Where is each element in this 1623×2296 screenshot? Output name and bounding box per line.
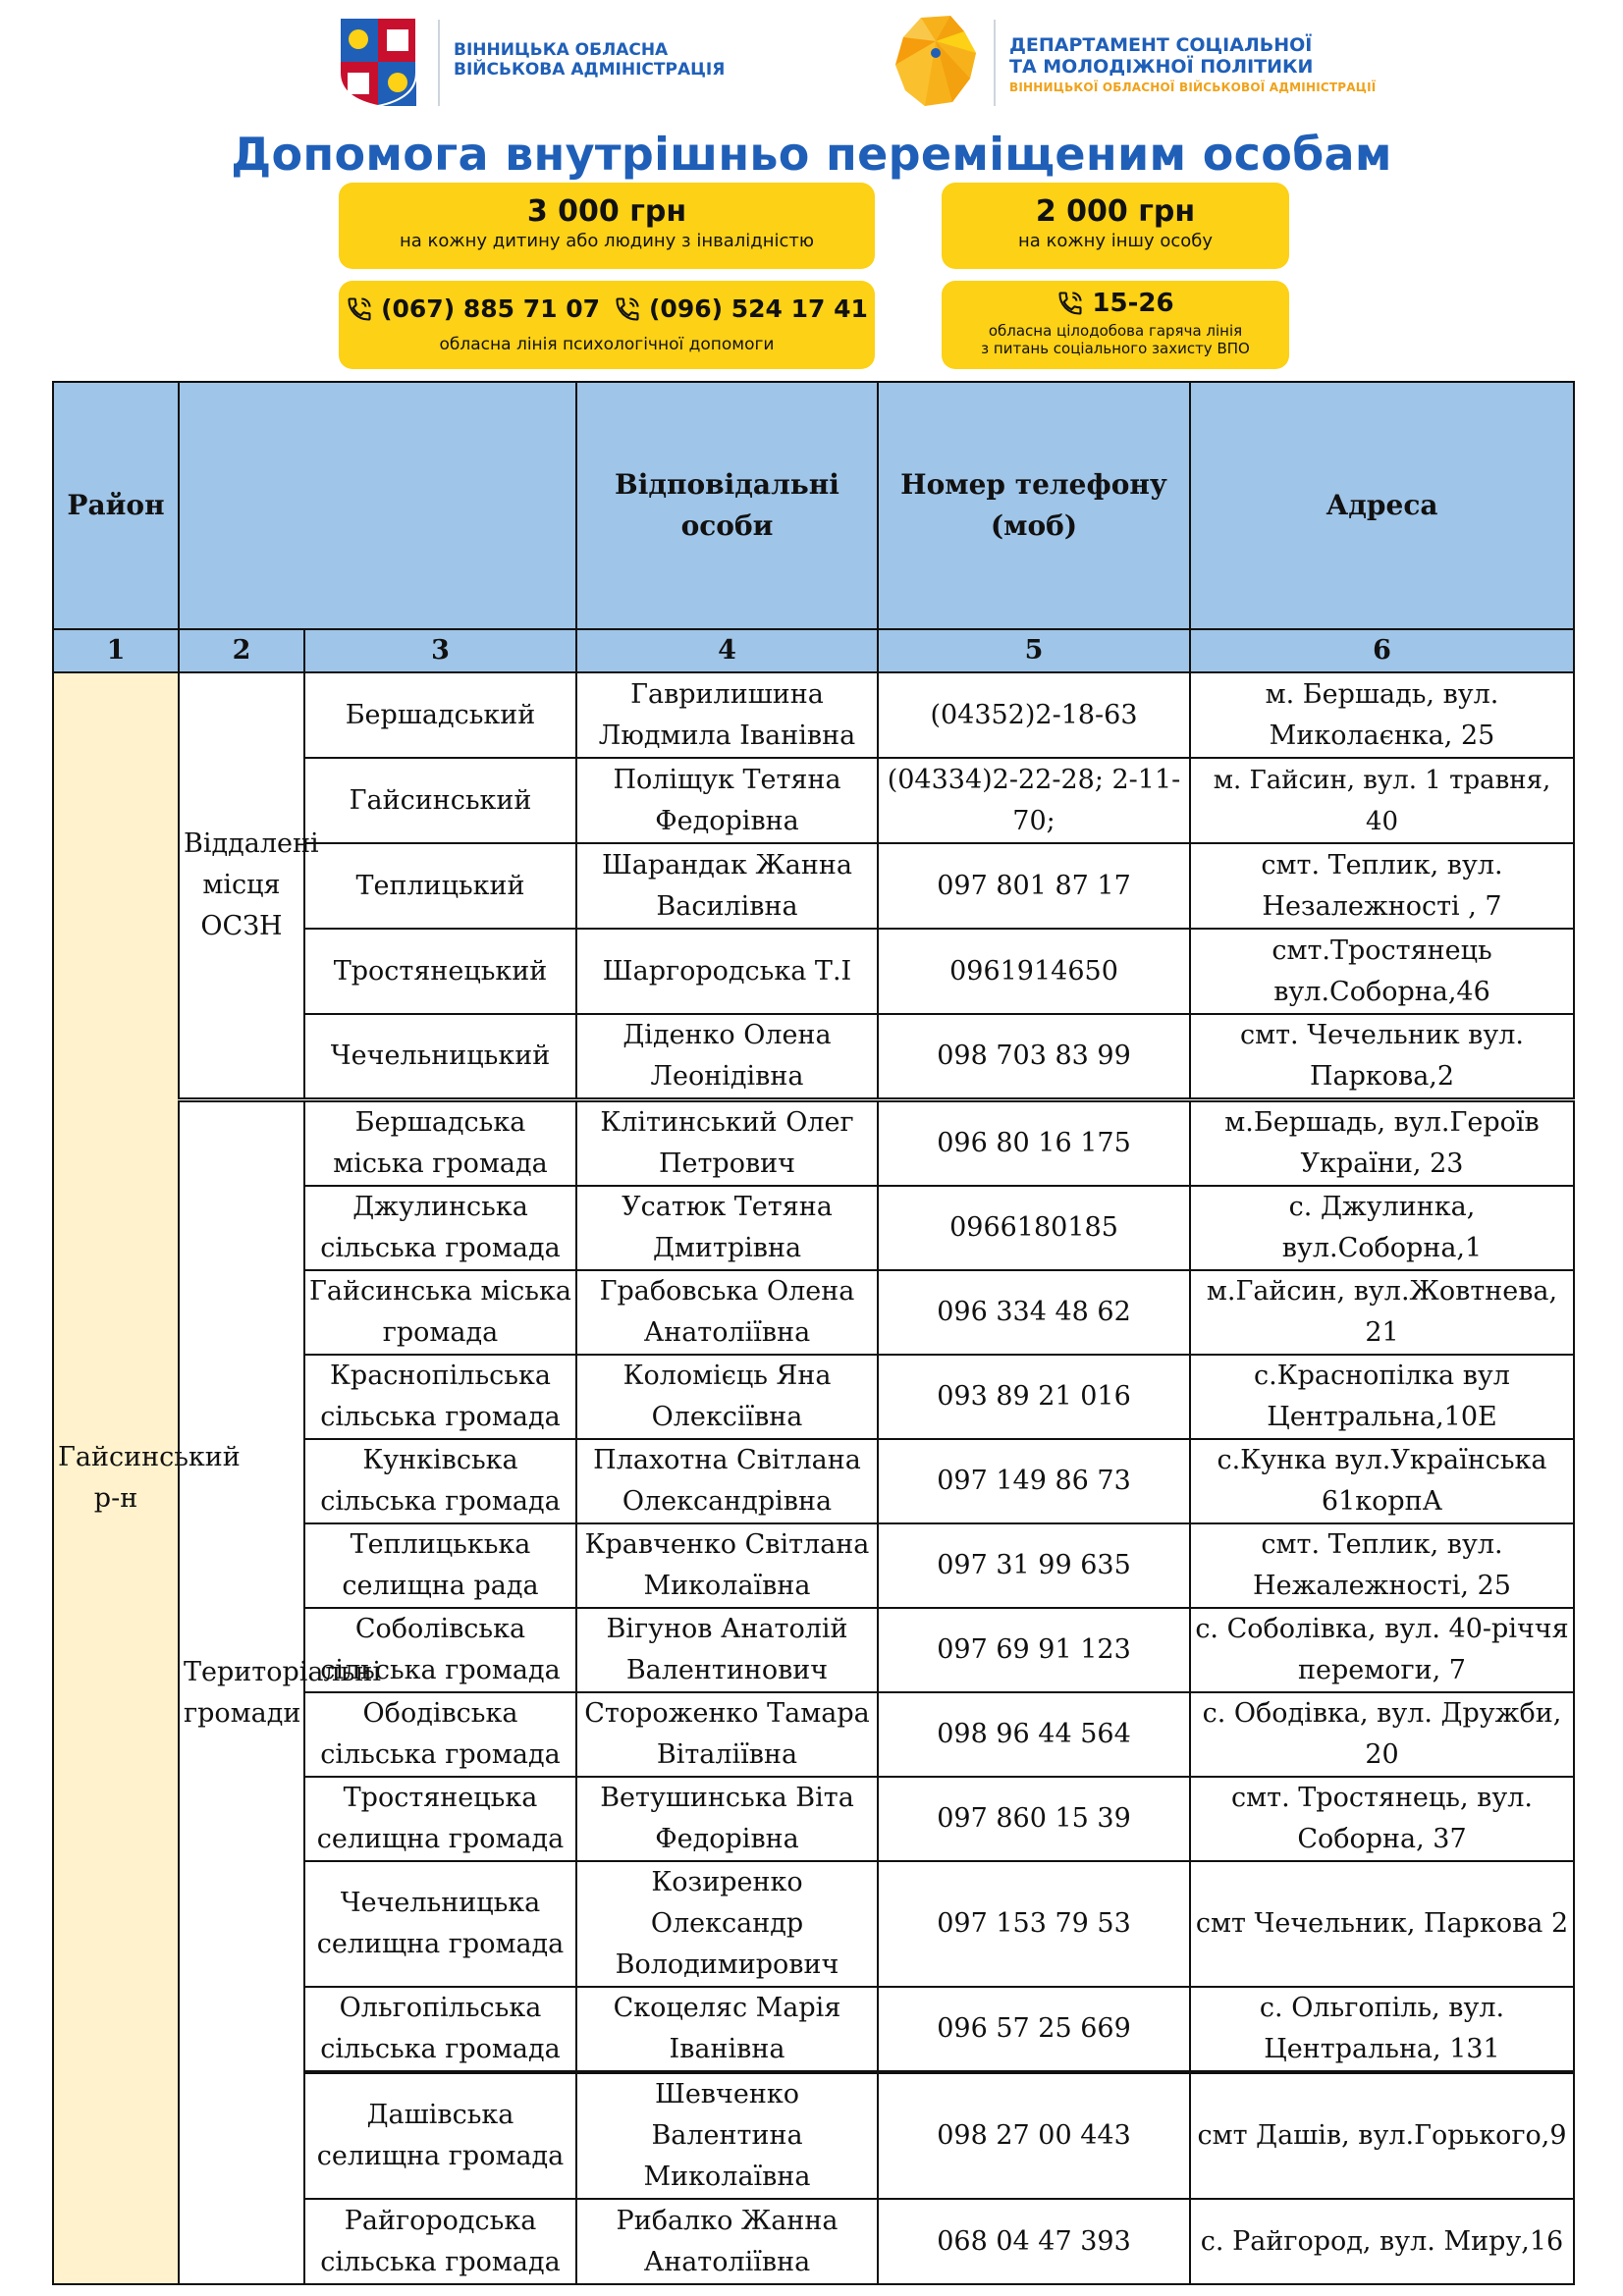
unit-cell: Чечельницька селищна громада bbox=[304, 1861, 576, 1987]
header-phone: Номер телефону (моб) bbox=[878, 382, 1190, 629]
child-amount: 3 000 грн bbox=[526, 194, 687, 229]
phone-cell: 093 89 21 016 bbox=[878, 1355, 1190, 1439]
phone-cell: 098 96 44 564 bbox=[878, 1692, 1190, 1777]
person-cell: Шевченко Валентина Миколаївна bbox=[576, 2072, 878, 2199]
unit-cell: Теплицькька селищна рада bbox=[304, 1523, 576, 1608]
child-desc: на кожну дитину або людину з інвалідністю bbox=[400, 231, 814, 251]
address-cell: м. Бершадь, вул. Миколаєнка, 25 bbox=[1190, 672, 1574, 758]
person-cell: Гаврилишина Людмила Іванівна bbox=[576, 672, 878, 758]
header-rayon: Район bbox=[53, 382, 179, 629]
right-org-name bbox=[1009, 35, 1313, 79]
psych-help-box bbox=[339, 281, 875, 369]
unit-cell: Дашівська селищна громада bbox=[304, 2072, 576, 2199]
psych-phone-2: (096) 524 17 41 bbox=[649, 294, 868, 323]
address-cell: смт.Тростянець вул.Соборна,46 bbox=[1190, 929, 1574, 1014]
hotline-box bbox=[942, 281, 1289, 369]
person-cell: Козиренко Олександр Володимирович bbox=[576, 1861, 878, 1987]
phone-cell: 0961914650 bbox=[878, 929, 1190, 1014]
other-amount-box bbox=[942, 183, 1289, 269]
unit-cell: Ольгопільська сільська громада bbox=[304, 1987, 576, 2072]
person-cell: Усатюк Тетяна Дмитрівна bbox=[576, 1186, 878, 1270]
phone-cell: 097 860 15 39 bbox=[878, 1777, 1190, 1861]
address-cell: смт Дашів, вул.Горького,9 bbox=[1190, 2072, 1574, 2199]
contacts-table bbox=[52, 381, 1575, 2285]
phone-cell: 068 04 47 393 bbox=[878, 2199, 1190, 2284]
address-cell: смт. Теплик, вул. Нежалежності, 25 bbox=[1190, 1523, 1574, 1608]
left-org-line2: ВІЙСЬКОВА АДМІНІСТРАЦІЯ bbox=[454, 59, 726, 80]
unit-cell: Гайсинська міська громада bbox=[304, 1270, 576, 1355]
address-cell: с. Ольгопіль, вул. Центральна, 131 bbox=[1190, 1987, 1574, 2072]
phone-cell: 097 31 99 635 bbox=[878, 1523, 1190, 1608]
psych-phone-1: (067) 885 71 07 bbox=[381, 294, 600, 323]
phone-cell: 096 57 25 669 bbox=[878, 1987, 1190, 2072]
person-cell: Стороженко Тамара Віталіївна bbox=[576, 1692, 878, 1777]
group-remote-offices: Віддалені місця ОСЗН bbox=[179, 672, 304, 1100]
other-amount: 2 000 грн bbox=[1035, 194, 1196, 229]
right-logo-divider bbox=[994, 20, 996, 106]
phone-cell: 0966180185 bbox=[878, 1186, 1190, 1270]
person-cell: Шарандак Жанна Василівна bbox=[576, 843, 878, 929]
phone-cell: 097 153 79 53 bbox=[878, 1861, 1190, 1987]
psych-desc: обласна лінія психологічної допомоги bbox=[439, 335, 775, 354]
hotline-desc-1: обласна цілодобова гаряча лінія bbox=[988, 322, 1243, 340]
child-amount-box bbox=[339, 183, 875, 269]
address-cell: м. Гайсин, вул. 1 травня, 40 bbox=[1190, 758, 1574, 843]
address-cell: смт. Тростянець, вул. Соборна, 37 bbox=[1190, 1777, 1574, 1861]
right-org-line2: ТА МОЛОДІЖНОЇ ПОЛІТИКИ bbox=[1009, 55, 1314, 78]
group-territorial-communities: Територіальні громади bbox=[179, 1100, 304, 2285]
column-number-row bbox=[53, 629, 1574, 672]
rayon-cell: Гайсинський р-н bbox=[53, 672, 179, 2284]
address-cell: с.Кунка вул.Українська 61корпА bbox=[1190, 1439, 1574, 1523]
unit-cell: Чечельницький bbox=[304, 1014, 576, 1100]
hotline-desc-2: з питань соціального захисту ВПО bbox=[981, 340, 1250, 357]
address-cell: м.Бершадь, вул.Героїв України, 23 bbox=[1190, 1100, 1574, 1187]
person-cell: Рибалко Жанна Анатоліївна bbox=[576, 2199, 878, 2284]
department-map-logo bbox=[892, 14, 980, 108]
address-cell: с. Соболівка, вул. 40-річчя перемоги, 7 bbox=[1190, 1608, 1574, 1692]
address-cell: с. Райгород, вул. Миру,16 bbox=[1190, 2199, 1574, 2284]
unit-cell: Кунківська сільська громада bbox=[304, 1439, 576, 1523]
col-number: 2 bbox=[179, 629, 304, 672]
address-cell: с.Краснопілка вул Центральна,10Е bbox=[1190, 1355, 1574, 1439]
phone-cell: 097 69 91 123 bbox=[878, 1608, 1190, 1692]
unit-cell: Тростянецький bbox=[304, 929, 576, 1014]
table-row bbox=[53, 1100, 1574, 1187]
col-number: 1 bbox=[53, 629, 179, 672]
address-cell: м.Гайсин, вул.Жовтнева, 21 bbox=[1190, 1270, 1574, 1355]
phone-cell: 097 149 86 73 bbox=[878, 1439, 1190, 1523]
unit-cell: Ободівська сільська громада bbox=[304, 1692, 576, 1777]
unit-cell: Бершадська міська громада bbox=[304, 1100, 576, 1187]
unit-cell: Бершадський bbox=[304, 672, 576, 758]
address-cell: с. Ободівка, вул. Дружби, 20 bbox=[1190, 1692, 1574, 1777]
phone-cell: 098 703 83 99 bbox=[878, 1014, 1190, 1100]
phone-cell: (04352)2-18-63 bbox=[878, 672, 1190, 758]
person-cell: Грабовська Олена Анатоліївна bbox=[576, 1270, 878, 1355]
unit-cell: Райгородська сільська громада bbox=[304, 2199, 576, 2284]
col-number: 3 bbox=[304, 629, 576, 672]
address-cell: смт Чечельник, Паркова 2 bbox=[1190, 1861, 1574, 1987]
person-cell: Шаргородська Т.І bbox=[576, 929, 878, 1014]
phone-cell: (04334)2-22-28; 2-11-70; bbox=[878, 758, 1190, 843]
person-cell: Клітинський Олег Петрович bbox=[576, 1100, 878, 1187]
phone-cell: 096 334 48 62 bbox=[878, 1270, 1190, 1355]
header-unit bbox=[179, 382, 576, 629]
right-org-line1: ДЕПАРТАМЕНТ СОЦІАЛЬНОЇ bbox=[1009, 34, 1313, 56]
person-cell: Діденко Олена Леонідівна bbox=[576, 1014, 878, 1100]
col-number: 5 bbox=[878, 629, 1190, 672]
hotline-number: 15-26 bbox=[1092, 289, 1174, 318]
unit-cell: Соболівська сільська громада bbox=[304, 1608, 576, 1692]
person-cell: Поліщук Тетяна Федорівна bbox=[576, 758, 878, 843]
page-title: Допомога внутрішньо переміщеним особам bbox=[231, 128, 1392, 181]
unit-cell: Гайсинський bbox=[304, 758, 576, 843]
person-cell: Скоцеляс Марія Іванівна bbox=[576, 1987, 878, 2072]
phone-cell: 098 27 00 443 bbox=[878, 2072, 1190, 2199]
other-desc: на кожну іншу особу bbox=[1017, 231, 1214, 251]
unit-cell: Краснопільська сільська громада bbox=[304, 1355, 576, 1439]
table-row bbox=[53, 672, 1574, 758]
address-cell: смт. Теплик, вул. Незалежності , 7 bbox=[1190, 843, 1574, 929]
header-address: Адреса bbox=[1190, 382, 1574, 629]
phone-icon bbox=[1056, 290, 1084, 317]
col-number: 6 bbox=[1190, 629, 1574, 672]
unit-cell: Тростянецька селищна громада bbox=[304, 1777, 576, 1861]
person-cell: Плахотна Світлана Олександрівна bbox=[576, 1439, 878, 1523]
col-number: 4 bbox=[576, 629, 878, 672]
address-cell: смт. Чечельник вул. Паркова,2 bbox=[1190, 1014, 1574, 1100]
table-header-row bbox=[53, 382, 1574, 629]
left-org-name bbox=[454, 41, 725, 80]
phone-cell: 096 80 16 175 bbox=[878, 1100, 1190, 1187]
left-logo-divider bbox=[438, 20, 440, 106]
person-cell: Вігунов Анатолій Валентинович bbox=[576, 1608, 878, 1692]
person-cell: Ветушинська Віта Федорівна bbox=[576, 1777, 878, 1861]
left-org-line1: ВІННИЦЬКА ОБЛАСНА bbox=[454, 40, 669, 60]
person-cell: Коломієць Яна Олексіївна bbox=[576, 1355, 878, 1439]
unit-cell: Джулинська сільська громада bbox=[304, 1186, 576, 1270]
header-responsible: Відповідальні особи bbox=[576, 382, 878, 629]
phone-icon bbox=[614, 295, 641, 323]
address-cell: с. Джулинка, вул.Соборна,1 bbox=[1190, 1186, 1574, 1270]
unit-cell: Теплицький bbox=[304, 843, 576, 929]
phone-cell: 097 801 87 17 bbox=[878, 843, 1190, 929]
oblast-coat-of-arms-logo bbox=[338, 16, 418, 108]
phone-icon bbox=[346, 295, 373, 323]
person-cell: Кравченко Світлана Миколаївна bbox=[576, 1523, 878, 1608]
right-org-line3: ВІННИЦЬКОЇ ОБЛАСНОЇ ВІЙСЬКОВОЇ АДМІНІСТРАЦІЇ bbox=[1009, 80, 1377, 94]
